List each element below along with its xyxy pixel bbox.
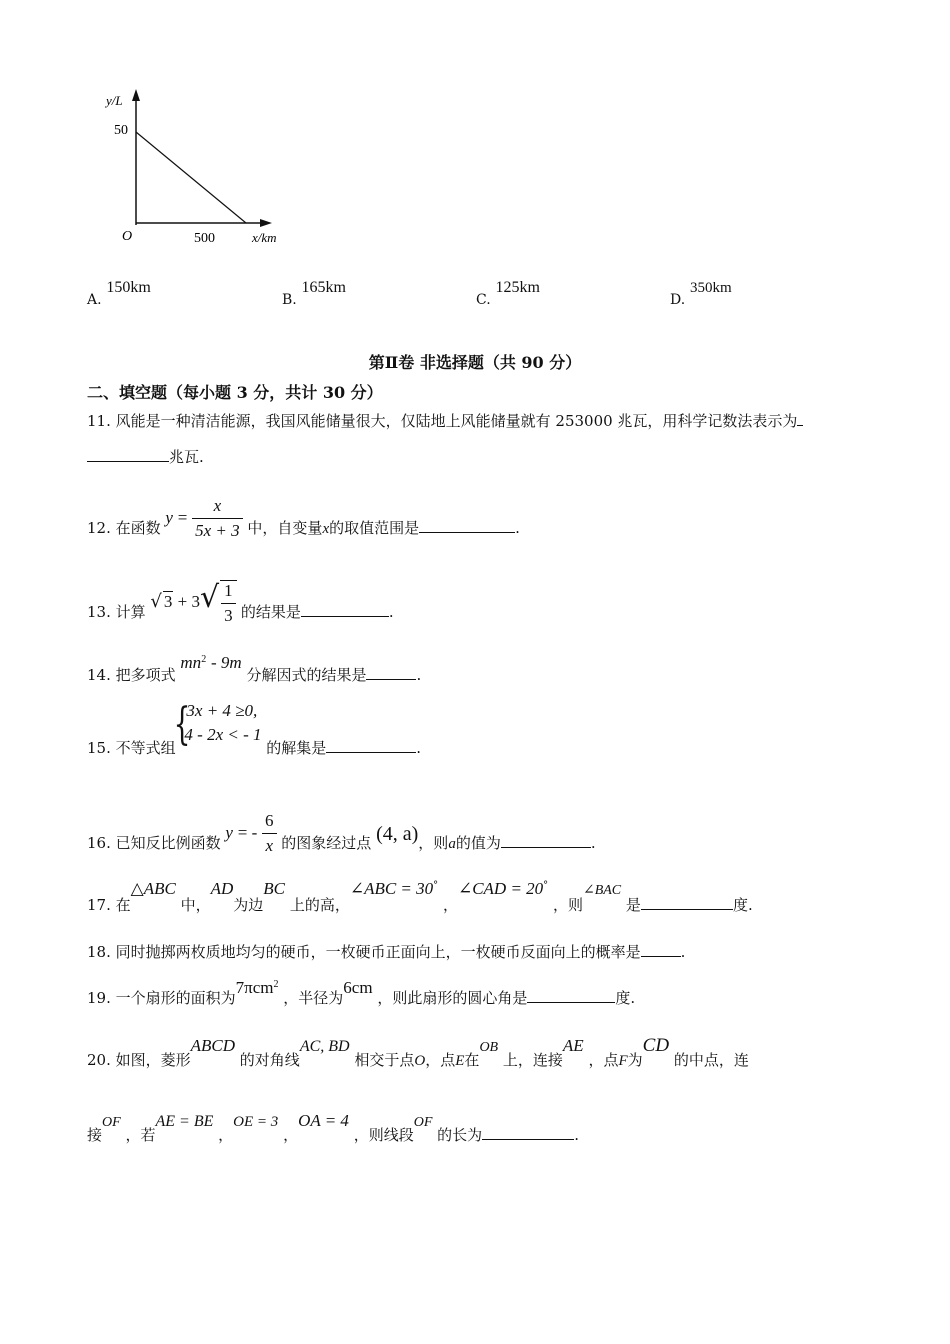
part2-title: 第Ⅱ卷 非选择题（共 90 分） — [368, 353, 582, 372]
q13-plus: + 3 — [177, 592, 200, 611]
q20-t4: 在 — [464, 1051, 480, 1069]
q15-line2: 4 - 2x < - 1 — [184, 725, 262, 744]
q20-t8: 的中点，连 — [673, 1051, 749, 1069]
x-axis-label: x/km — [252, 230, 277, 245]
q20-abcd: ABCD — [190, 1036, 236, 1055]
section2-heading: 二、填空题（每小题 3 分，共计 30 分） — [87, 383, 383, 402]
option-c[interactable] — [476, 279, 540, 309]
q16-num: 16. 已知反比例函数 — [87, 833, 221, 852]
q16-end: . — [590, 833, 596, 852]
y-axis-arrow — [132, 89, 140, 101]
q15-line1: 3x + 4 ≥0, — [186, 701, 258, 720]
q13-fraction — [220, 580, 237, 626]
q16-fraction — [262, 811, 277, 856]
q19-t2: ，则此扇形的圆心角是 — [377, 989, 528, 1007]
q20-diag: AC, BD — [299, 1038, 350, 1055]
q14-exp: 2 — [201, 654, 207, 665]
q16-denominator: x — [262, 833, 277, 856]
option-b-letter: B. — [282, 292, 297, 308]
q20-cd: CD — [642, 1035, 670, 1056]
question-11 — [87, 410, 803, 431]
q20-aebe: AE = BE — [155, 1113, 214, 1130]
q12-mid: 中，自变量 — [247, 518, 323, 537]
q12-y: y — [165, 507, 173, 527]
q17-ad: AD — [210, 879, 234, 898]
fuel-line — [136, 132, 246, 223]
q19-exp: 2 — [273, 979, 279, 990]
q20-c2: ， — [283, 1126, 299, 1144]
radical-icon: √ — [199, 580, 220, 615]
q20-f: F — [618, 1053, 628, 1069]
q16-answer-blank[interactable] — [501, 833, 591, 848]
q16-tail-b: 的值为 — [455, 833, 501, 852]
q14-expr2: - 9m — [210, 653, 242, 672]
question-15 — [87, 699, 422, 757]
option-c-letter: C. — [476, 292, 491, 308]
q17-bc: BC — [263, 879, 286, 898]
q14-end: . — [416, 666, 422, 684]
q20-of: OF — [102, 1115, 121, 1130]
q12-var: x — [322, 520, 330, 537]
option-d-value: 350km — [689, 280, 732, 296]
q12-fraction — [192, 496, 243, 541]
question-20-line2 — [87, 1110, 579, 1144]
q20-l2-c: ，则线段 — [353, 1126, 414, 1144]
q20-end: . — [574, 1126, 579, 1144]
q19-t3: 度. — [615, 989, 636, 1007]
q14-num: 14. 把多项式 — [87, 666, 176, 684]
question-17 — [87, 878, 753, 914]
q20-answer-blank[interactable] — [482, 1125, 574, 1140]
q20-l2-d: 的长为 — [437, 1126, 483, 1144]
q20-l2-a: 接 — [87, 1126, 103, 1144]
q14-tail: 分解因式的结果是 — [246, 666, 367, 684]
q17-t3: 上的高， — [289, 896, 350, 914]
q19-answer-blank[interactable] — [527, 988, 615, 1003]
q20-l2-b: ，若 — [125, 1126, 156, 1144]
y-axis-label: y/L — [106, 93, 123, 108]
question-14 — [87, 652, 422, 684]
q12-tail: 的取值范围是 — [329, 518, 420, 537]
q20-ob: OB — [479, 1040, 499, 1055]
option-d-letter: D. — [670, 292, 686, 308]
q20-o: O — [414, 1053, 426, 1069]
q15-answer-blank[interactable] — [326, 738, 416, 753]
q20-num: 20. 如图，菱形 — [87, 1051, 191, 1069]
q16-numerator: 6 — [265, 811, 274, 830]
q19-t1: ，半径为 — [283, 989, 344, 1007]
question-12 — [87, 482, 520, 540]
q20-of2: OF — [413, 1115, 433, 1130]
option-d[interactable] — [670, 280, 732, 309]
q16-mid: 的图象经过点 — [281, 833, 372, 852]
option-a[interactable] — [87, 279, 151, 309]
question-16 — [87, 795, 596, 855]
q18-end: . — [680, 943, 686, 961]
q16-var: a — [448, 835, 456, 852]
q20-ae: AE — [562, 1036, 584, 1055]
q16-y: y — [225, 822, 233, 842]
option-b-value: 165km — [301, 279, 346, 296]
q11-blank-start — [797, 411, 803, 426]
q13-tail: 的结果是 — [240, 603, 301, 621]
brace-icon: { — [174, 699, 191, 750]
q13-frac-den: 3 — [221, 603, 236, 626]
q12-answer-blank[interactable] — [419, 518, 515, 533]
q20-t1: 的对角线 — [239, 1051, 300, 1069]
q15-tail: 的解集是 — [266, 739, 327, 757]
question-20 — [87, 1035, 749, 1069]
q20-t3: ，点 — [425, 1051, 456, 1069]
q14-answer-blank[interactable] — [366, 665, 416, 680]
x-axis-arrow — [260, 219, 272, 227]
option-c-value: 125km — [495, 279, 540, 296]
q11-answer-blank[interactable] — [87, 447, 169, 462]
q16-eq: = - — [237, 822, 258, 842]
q20-t6: ，点 — [588, 1051, 619, 1069]
q13-end: . — [388, 603, 394, 621]
q20-oe: OE = 3 — [233, 1114, 279, 1130]
q11-unit: 兆瓦. — [169, 448, 204, 466]
q15-num: 15. 不等式组 — [87, 739, 176, 757]
q12-eq: = — [177, 507, 188, 527]
q17-t4: ，则 — [552, 896, 583, 914]
q20-t5: 上，连接 — [502, 1051, 563, 1069]
q13-num: 13. 计算 — [87, 603, 146, 621]
q20-oa: OA = 4 — [298, 1111, 349, 1130]
q17-ang1: ∠ABC = 30 — [349, 879, 434, 898]
q11-text: 11. 风能是一种清洁能源，我国风能储量很大，仅陆地上风能储量就有 253000 兆瓦，用科学记数法表示为 — [87, 412, 798, 430]
q17-deg1: ° — [433, 880, 439, 891]
q17-ang2: ∠CAD = 20 — [457, 879, 544, 898]
q20-t7: 为 — [627, 1051, 643, 1069]
q18-answer-blank[interactable] — [641, 942, 681, 957]
q20-e: E — [455, 1053, 465, 1069]
q15-system — [174, 699, 262, 750]
question-13 — [87, 568, 394, 626]
q20-t2: 相交于点 — [354, 1051, 415, 1069]
radical-icon: √ — [150, 591, 162, 612]
y-intercept-label: 50 — [114, 123, 128, 138]
question-19 — [87, 977, 636, 1007]
q19-num: 19. 一个扇形的面积为 — [87, 989, 236, 1007]
q17-t5: 是 — [625, 896, 641, 914]
q13-rad1: 3 — [163, 592, 173, 611]
q15-end: . — [416, 739, 422, 757]
q12-num: 12. 在函数 — [87, 518, 161, 537]
q13-expr — [150, 580, 240, 626]
option-a-value: 150km — [106, 279, 151, 296]
question-18 — [87, 941, 685, 962]
q12-denominator: 5x + 3 — [192, 518, 243, 541]
fuel-distance-graph — [100, 85, 300, 255]
q17-t2: 为边 — [233, 896, 264, 914]
q12-numerator: x — [213, 496, 222, 515]
q13-frac-num: 1 — [224, 581, 233, 601]
q20-c1: ， — [218, 1126, 234, 1144]
option-b[interactable] — [282, 279, 346, 309]
q19-area: 7πcm — [235, 978, 274, 997]
q18-text: 18. 同时抛掷两枚质地均匀的硬币，一枚硬币正面向上，一枚硬币反面向上的概率是 — [87, 943, 641, 961]
q19-r: 6cm — [343, 978, 373, 997]
q17-deg2: ° — [543, 880, 549, 891]
q13-answer-blank[interactable] — [301, 602, 389, 617]
q16-tail-a: ，则 — [418, 833, 449, 852]
q17-answer-blank[interactable] — [641, 895, 733, 910]
origin-label: O — [122, 229, 133, 244]
x-intercept-label: 500 — [194, 231, 215, 246]
q14-expr: mn — [180, 653, 202, 672]
q12-end: . — [515, 518, 520, 537]
q17-tri: △ABC — [130, 879, 176, 898]
q16-point: (4, a) — [376, 822, 419, 845]
q17-t6: 度. — [732, 896, 753, 914]
q17-ang3: ∠BAC — [582, 883, 622, 898]
q17-t1: 中， — [180, 896, 211, 914]
option-a-letter: A. — [87, 292, 102, 308]
question-11-line2 — [87, 446, 204, 467]
q17-num: 17. 在 — [87, 896, 131, 914]
q17-c1: ， — [442, 896, 458, 914]
